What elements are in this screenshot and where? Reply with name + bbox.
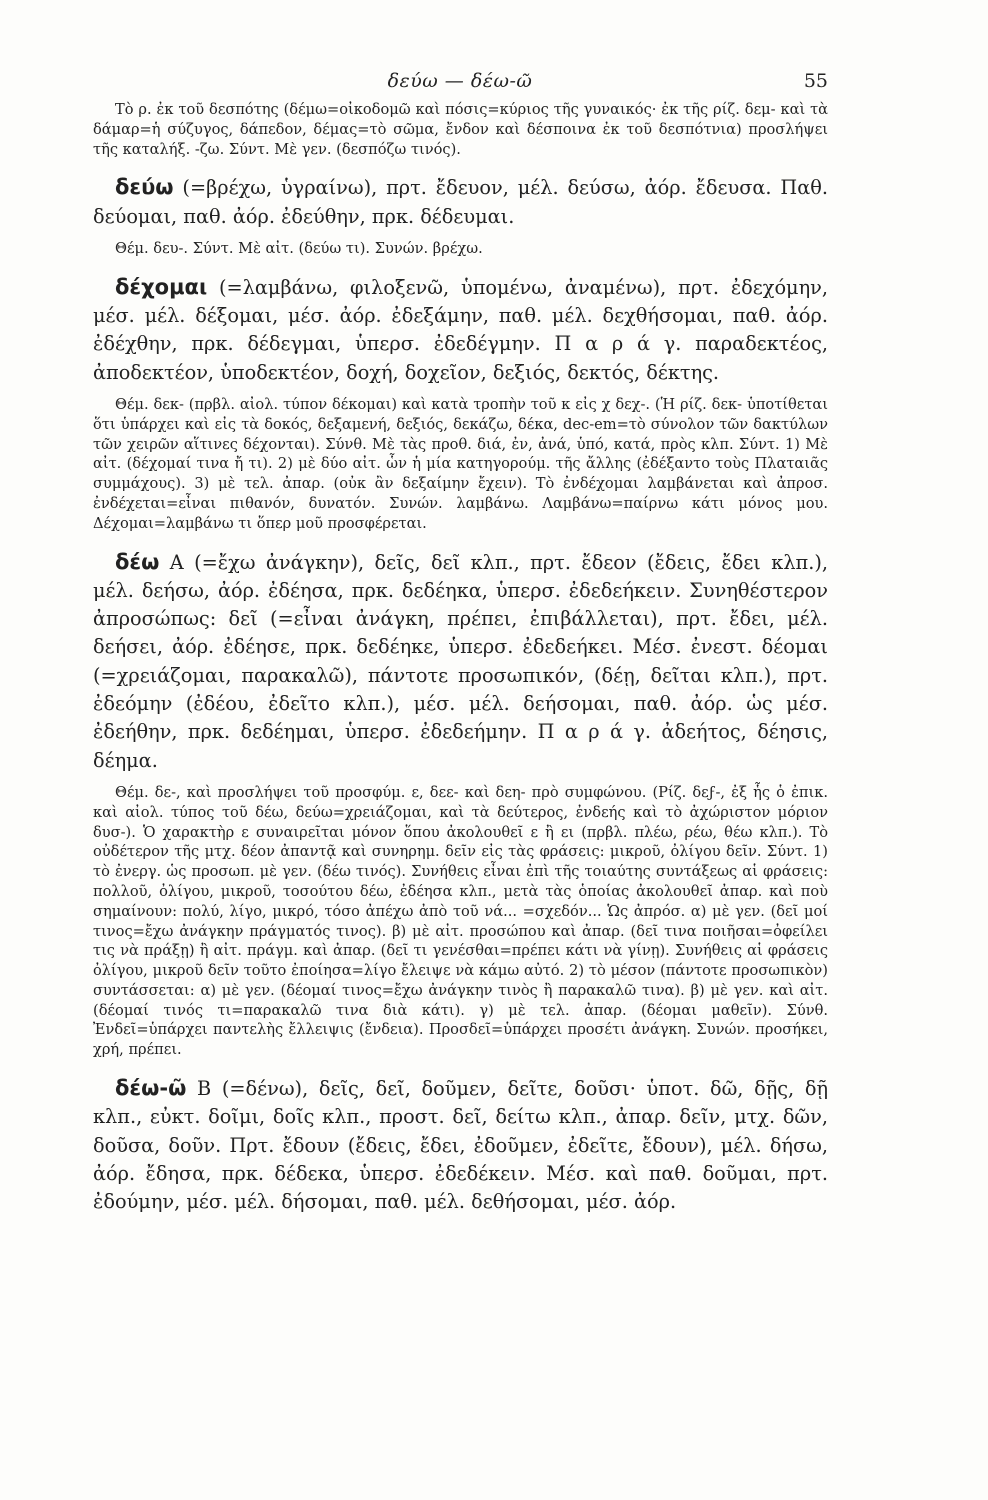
etymology-note [93,395,828,534]
entry-text: Β (=δένω), δεῖς, δεῖ, δοῦμεν, δεῖτε, δοῦσι· ὑποτ. δῶ, δῇς, δῇ κλπ., εὐκτ. δοῖμι, δοῖς κλπ., προστ. δεῖ, δείτω κλπ., ἀπαρ. δεῖν, μτχ. δῶν, δοῦσα, δοῦν. Πρτ. ἔδουν (ἔδεις, ἔδει, ἐδοῦμεν, ἐδεῖτε, ἔδουν), μέλ. δήσω, ἀόρ. ἔδησα, πρκ. δέδεκα, ὑπερσ. ἐδεδέκειν. Μέσ. καὶ παθ. δοῦμαι, πρτ. ἐδούμην, μέσ. μέλ. δήσομαι, παθ. μέλ. δεθήσομαι, μέσ. ἀόρ. [93,1077,828,1214]
entry-text: (=λαμβάνω, φιλοξενῶ, ὑπομένω, ἀναμένω), πρτ. ἐδεχόμην, μέσ. μέλ. δέξομαι, μέσ. ἀόρ. ἐδεξάμην, παθ. μέλ. δεχθήσομαι, παθ. ἀόρ. ἐδέχθην, πρκ. δέδεγμαι, ὑπερσ. ἐδεδέγμην. Π α ρ ά γ. παραδεκτέος, ἀποδεκτέον, ὑποδεκτέον, δοχή, δοχεῖον, δεξιός, δεκτός, δέκτης. [93,275,828,384]
etymology-note [93,783,828,1060]
etymology-note [93,100,828,159]
running-title: δεύω — δέω-ῶ [387,70,533,92]
dictionary-text [93,100,828,1217]
entry-text: Α (=ἔχω ἀνάγκην), δεῖς, δεῖ κλπ., πρτ. ἔδεον (ἔδεις, ἔδει κλπ.), μέλ. δεήσω, ἀόρ. ἐδέησα, πρκ. δεδέηκα, ὑπερσ. ἐδεδεήκειν. Συνηθέστερον ἀπροσώπως: δεῖ (=εἶναι ἀνάγκη, πρέπει, ἐπιβάλλεται), πρτ. ἔδει, μέλ. δεήσει, ἀόρ. ἐδέησε, πρκ. δεδέηκε, ὑπερσ. ἐδεδεήκει. Μέσ. ἐνεστ. δέομαι (=χρειάζομαι, παρακαλῶ), πάντοτε προσωπικόν, (δέῃ, δεῖται κλπ.), πρτ. ἐδεόμην (ἐδέου, ἐδεῖτο κλπ.), μέσ. μέλ. δεήσομαι, παθ. ἀόρ. ὡς μέσ. ἐδεήθην, πρκ. δεδέημαι, ὑπερσ. ἐδεδεήμην. Π α ρ ά γ. ἀδεήτος, δέησις, δέημα. [93,550,828,772]
entry-deo-b [93,1074,828,1216]
note-text: Τὸ ρ. ἐκ τοῦ δεσπότης (δέμω=οἰκοδομῶ καὶ πόσις=κύριος τῆς γυναικός· ἐκ τῆς ρίζ. δεμ- καὶ τὰ δάμαρ=ἡ σύζυγος, δάπεδον, δέμας=τὸ σῶμα, ἔνδον καὶ δέσποινα ἐκ τοῦ δεσπότνια) προσλήψει τῆς καταλήξ. -ζω. Σύντ. Μὲ γεν. (δεσπόζω τινός). [93,101,828,158]
entry-dechomai [93,273,828,387]
headword: δεύω [115,175,174,200]
entry-text: (=βρέχω, ὑγραίνω), πρτ. ἔδευον, μέλ. δεύσω, ἀόρ. ἔδευσα. Παθ. δεύομαι, παθ. ἀόρ. ἐδεύθην, πρκ. δέδευμαι. [93,176,828,228]
headword: δέω-ῶ [115,1076,187,1101]
headword: δέω [115,549,160,574]
etymology-note [93,239,828,259]
note-text: Θέμ. δε-, καὶ προσλήψει τοῦ προσφύμ. ε, δεε- καὶ δεη- πρὸ συμφώνου. (Ρίζ. δεϝ-, ἐξ ἧς ὁ ἐπικ. καὶ αἰολ. τύπος τοῦ δέω, δεύω=χρειάζομαι, καὶ τὰ δεύτερος, ἐνδεής καὶ τὸ ἀχώριστον μόριον δυσ-). Ὁ χαρακτὴρ ε συναιρεῖται μόνον ὅπου ἀκολουθεῖ ε ἢ ει (πρβλ. πλέω, ρέω, θέω κλπ.). Τὸ οὐδέτερον τῆς μτχ. δέον ἀπαντᾷ καὶ συνηρημ. δεῖν εἰς τὰς φράσεις: μικροῦ, ὀλίγου δεῖν. Σύντ. 1) τὸ ἐνεργ. ὡς προσωπ. μὲ γεν. (δέω τινός). Συνήθεις εἶναι ἐπὶ τῆς τοιαύτης συντάξεως αἱ φράσεις: πολλοῦ, ὀλίγου, μικροῦ, τοσούτου δέω, ἐδέησα κλπ., μετὰ τὰς ὁποίας ἀκολουθεῖ ἀπαρ. καὶ ποὺ σημαίνουν: πολύ, λίγο, μικρό, τόσο ἀπέχω ἀπὸ τοῦ νά... =σχεδόν... Ὡς ἀπρόσ. α) μὲ γεν. (δεῖ μοί τινος=ἔχω ἀνάγκην πράγματός τινος). β) μὲ αἰτ. προσώπου καὶ ἀπαρ. (δεῖ τινα ποιῆσαι=ὀφείλει τις νὰ πράξῃ) ἢ αἰτ. πράγμ. καὶ ἀπαρ. (δεῖ τι γενέσθαι=πρέπει κάτι νὰ γίνῃ). Συνήθεις αἱ φράσεις ὀλίγου, μικροῦ δεῖν τοῦτο ἐποίησα=λίγο ἔλειψε νὰ κάμω αὐτό. 2) τὸ μέσον (πάντοτε προσωπικὸν) συντάσσεται: α) μὲ γεν. (δέομαί τινος=ἔχω ἀνάγκην τινὸς ἢ παρακαλῶ τινα). β) μὲ γεν. καὶ αἰτ. (δέομαί τινός τι=παρακαλῶ τινα διὰ κάτι). γ) μὲ τελ. ἀπαρ. (δέομαι μαθεῖν). Σύνθ. Ἐνδεῖ=ὑπάρχει παντελὴς ἔλλειψις (ἔνδεια). Προσδεῖ=ὑπάρχει προσέτι ἀνάγκη. Συνών. προσήκει, χρή, πρέπει. [93,783,828,1059]
page-header [92,70,828,100]
entry-deuo [93,173,828,231]
note-text: Θέμ. δευ-. Σύντ. Μὲ αἰτ. (δεύω τι). Συνών. βρέχω. [115,239,483,257]
note-text: Θέμ. δεκ- (πρβλ. αἰολ. τύπον δέκομαι) καὶ κατὰ τροπὴν τοῦ κ εἰς χ δεχ-. (Ἡ ρίζ. δεκ- ὑποτίθεται ὅτι ὑπάρχει καὶ εἰς τὰ δοκός, δεξαμενή, δεξιός, δεκάζω, δέκα, dec-em=τὸ σύνολον τῶν δακτύλων τῶν χειρῶν αἵτινες δέχονται). Σύνθ. Μὲ τὰς προθ. διά, ἐν, ἀνά, ὑπό, κατά, πρὸς κλπ. Σύντ. 1) Μὲ αἰτ. (δέχομαί τινα ἤ τι). 2) μὲ δύο αἰτ. ὧν ἡ μία κατηγορούμ. τῆς ἄλλης (ἐδέξαντο τοὺς Πλαταιᾶς συμμάχους). 3) μὲ τελ. ἀπαρ. (οὐκ ἂν δεξαίμην ἔχειν). Τὸ ἐνδέχομαι λαμβάνεται καὶ ἀπροσ. ἐνδέχεται=εἶναι πιθανόν, δυνατόν. Συνών. λαμβάνω. Λαμβάνω=παίρνω κάτι μόνος μου. Δέχομαι=λαμβάνω τι ὅπερ μοῦ προσφέρεται. [93,395,828,532]
entry-deo-a [93,548,828,775]
page-number: 55 [803,70,828,92]
headword: δέχομαι [115,274,208,299]
